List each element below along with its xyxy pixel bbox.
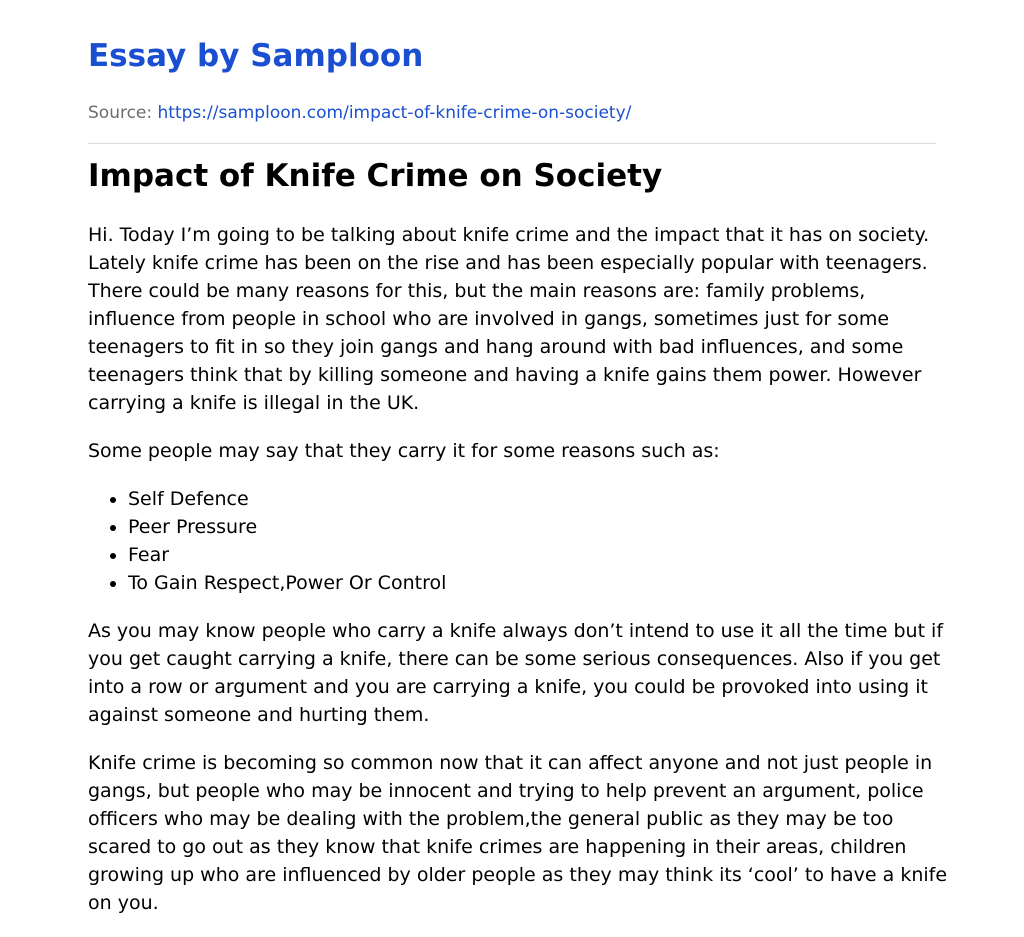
essay-body	[88, 221, 948, 937]
list-item: • Fear	[128, 541, 948, 569]
paragraph-consequences: As you may know people who carry a knife always don’t intend to use it all the time but if you get caught carrying a knife, there can be some serious consequences. Also if you get into a row or argument and you are carrying a knife, you could be provoked into using it against someone and hurting them.	[88, 620, 944, 726]
list-item: • Peer Pressure	[128, 513, 948, 541]
header-divider	[88, 143, 936, 144]
paragraph-impact: Knife crime is becoming so common now that it can affect anyone and not just people in gangs, but people who may be innocent and trying to help prevent an argument, police officers who may be dealing with the problem,the general public as they may be too scared to go out as they know that knife crimes are happening in their areas, children growing up who are influenced by older people as they may think its ‘cool’ to have a knife on you.	[88, 752, 948, 914]
page-title: Impact of Knife Crime on Society	[88, 158, 663, 194]
list-item: • To Gain Respect,Power Or Control	[128, 569, 948, 597]
source-line	[88, 100, 631, 126]
reasons-list	[88, 485, 948, 597]
paragraph-intro: Hi. Today I’m going to be talking about knife crime and the impact that it has on society. Lately knife crime has been on the rise and has been especially popular with teenagers. There could be many reasons for this, but the main reasons are: family problems, influence from people in school who are involved in gangs, sometimes just for some teenagers to fit in so they join gangs and hang around with bad influences, and some teenagers think that by killing someone and having a knife gains them power. However carrying a knife is illegal in the UK.	[88, 224, 930, 414]
source-label: Source:	[88, 103, 153, 123]
source-link[interactable]: https://samploon.com/impact-of-knife-crime-on-society/	[157, 103, 632, 123]
paragraph-reasons-lead: Some people may say that they carry it for some reasons such as:	[88, 440, 720, 462]
site-brand-link[interactable]: Essay by Samploon	[88, 38, 424, 74]
list-item: • Self Defence	[128, 485, 948, 513]
